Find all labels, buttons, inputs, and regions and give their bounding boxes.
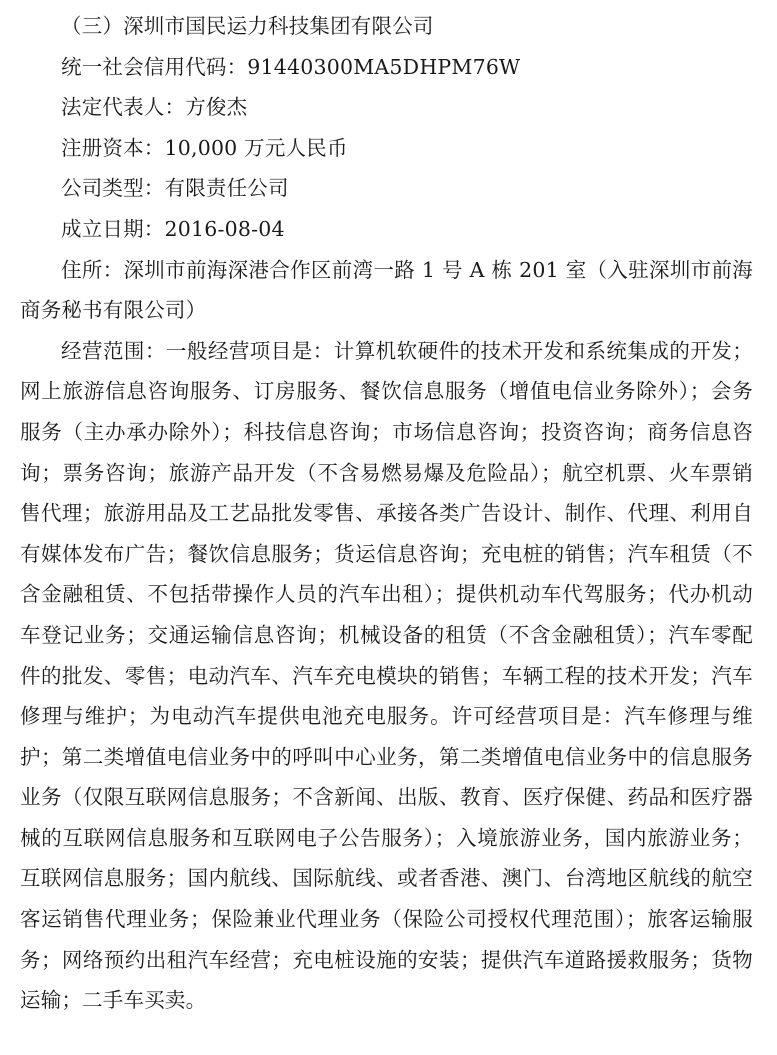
company-type: 公司类型：有限责任公司 xyxy=(61,176,289,201)
company-address: 住所：深圳市前海深港合作区前湾一路 1 号 A 栋 201 室（入驻深圳市前海商务秘书有限公司） xyxy=(20,257,753,323)
establishment-date: 成立日期：2016-08-04 xyxy=(61,216,285,241)
company-heading: （三）深圳市国民运力科技集团有限公司 xyxy=(61,14,434,38)
credit-code: 统一社会信用代码：91440300MA5DHPM76W xyxy=(61,54,521,79)
business-scope: 经营范围：一般经营项目是：计算机软硬件的技术开发和系统集成的开发；网上旅游信息咨询服务、订房服务、餐饮信息服务（增值电信业务除外）；会务服务（主办承办除外）；科技信息咨询；市场信息咨询；投资咨询；商务信息咨询；票务咨询；旅游产品开发（不含易燃易爆及危险品）；航空机票、火车票销售代理；旅游用品及工艺品批发零售、承接各类广告设计、制作、代理、利用自有媒体发布广告；餐饮信息服务；货运信息咨询；充电桩的销售；汽车租赁（不含金融租赁、不包括带操作人员的汽车出租）；提供机动车代驾服务；代办机动车登记业务；交通运输信息咨询；机械设备的租赁（不含金融租赁）；汽车零配件的批发、零售；电动汽车、汽车充电模块的销售；车辆工程的技术开发；汽车修理与维护；为电动汽车提供电池充电服务。许可经营项目是：汽车修理与维护；第二类增值电信业务中的呼叫中心业务，第二类增值电信业务中的信息服务业务（仅限互联网信息服务；不含新闻、出版、教育、医疗保健、药品和医疗器械的互联网信息服务和互联网电子公告服务）；入境旅游业务，国内旅游业务；互联网信息服务；国内航线、国际航线、或者香港、澳门、台湾地区航线的航空客运销售代理业务；保险兼业代理业务（保险公司授权代理范围）；旅客运输服务；网络预约出租汽车经营；充电桩设施的安装；提供汽车道路援救服务；货物运输；二手车买卖。 xyxy=(20,338,753,1013)
legal-representative: 法定代表人：方俊杰 xyxy=(61,95,248,120)
registered-capital: 注册资本：10,000 万元人民币 xyxy=(61,135,348,160)
